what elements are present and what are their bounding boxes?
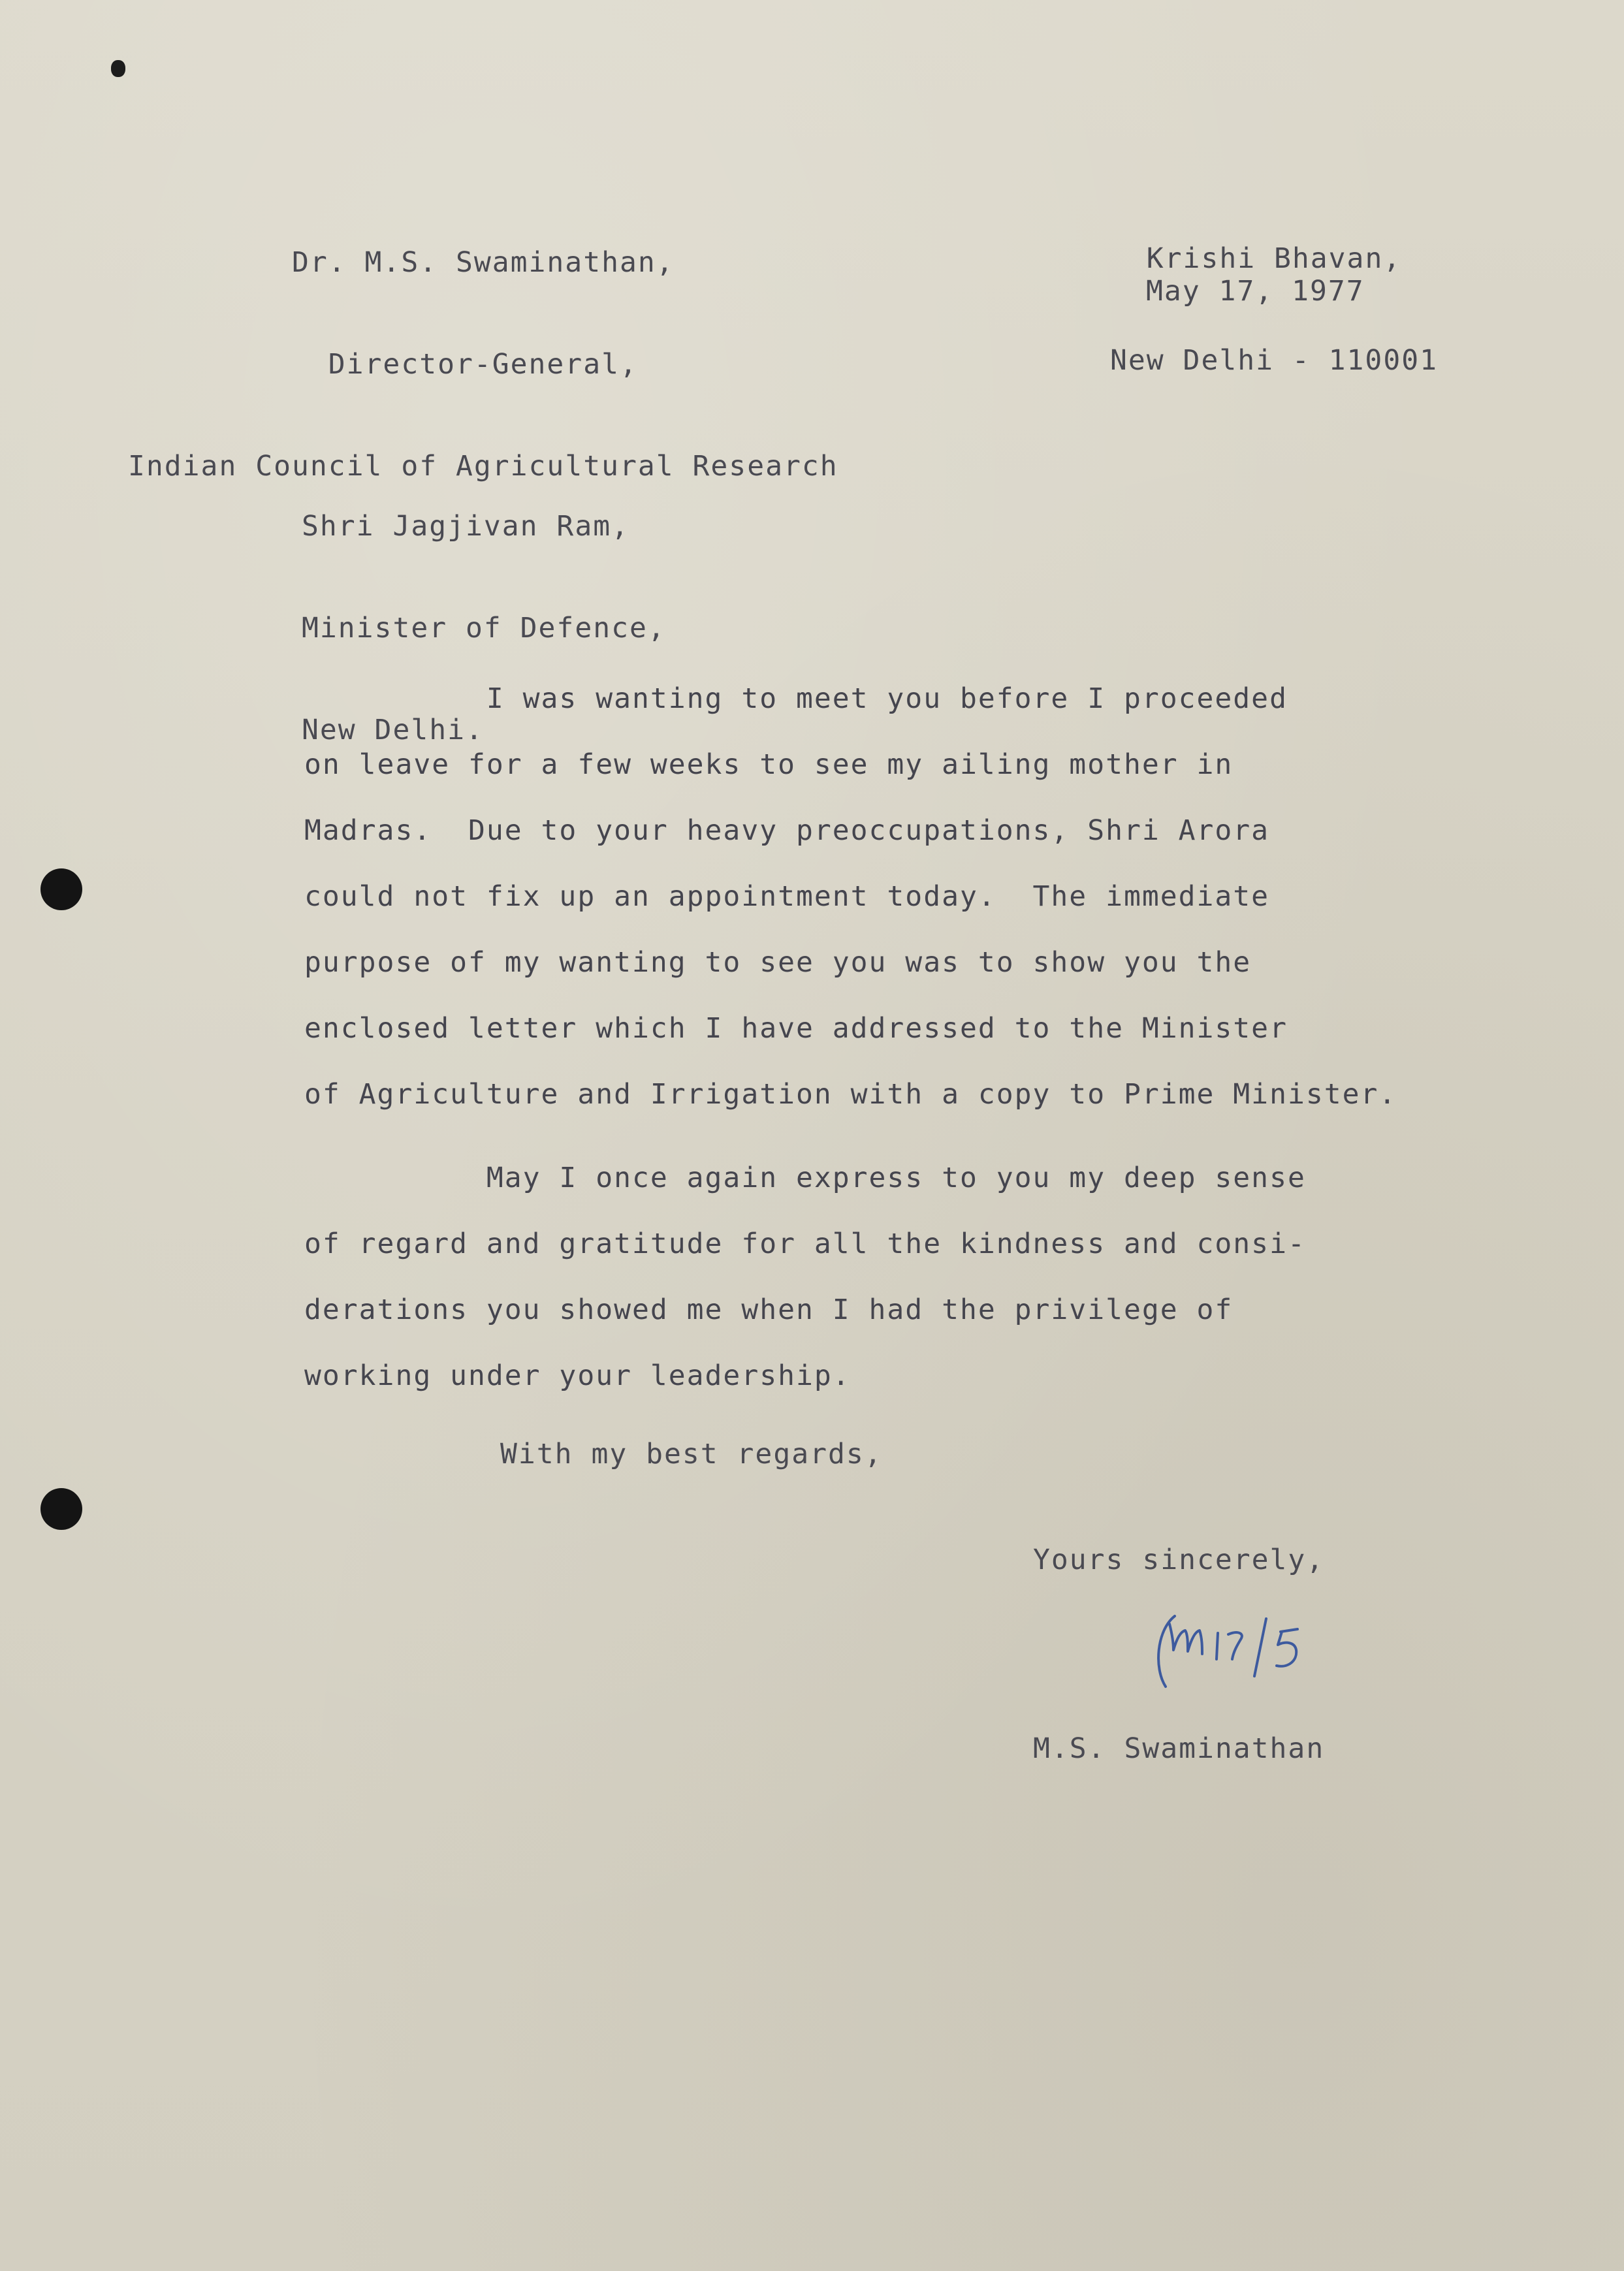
sender-title: Director-General, xyxy=(328,348,638,381)
body-line: working under your leadership. xyxy=(304,1359,851,1392)
body-line: on leave for a few weeks to see my ailing mother in xyxy=(304,748,1234,781)
body-paragraph-2 xyxy=(304,1161,1486,1425)
addressee-title: Minister of Defence, xyxy=(302,612,666,644)
punch-hole-top xyxy=(40,868,82,910)
sender-name: Dr. M.S. Swaminathan, xyxy=(291,246,675,279)
valediction: Yours sincerely, xyxy=(1033,1544,1325,1576)
body-line: of regard and gratitude for all the kindness and consi- xyxy=(304,1228,1306,1260)
body-line: I was wanting to meet you before I proceeded xyxy=(304,682,1288,715)
body-line: of Agriculture and Irrigation with a copy to Prime Minister. xyxy=(304,1078,1397,1111)
body-line: derations you showed me when I had the privilege of xyxy=(304,1294,1234,1326)
addressee-name: Shri Jagjivan Ram, xyxy=(302,510,629,543)
address-city: New Delhi - 110001 xyxy=(1110,344,1438,377)
body-line: could not fix up an appointment today. The immediate xyxy=(304,880,1270,913)
punch-hole-bottom xyxy=(40,1488,82,1530)
sender-organization: Indian Council of Agricultural Research xyxy=(128,450,838,483)
sender-address xyxy=(1110,174,1438,445)
letter-date: May 17, 1977 xyxy=(1146,275,1365,308)
body-line: Madras. Due to your heavy preoccupations, Shri Arora xyxy=(304,814,1270,847)
body-paragraph-1 xyxy=(304,682,1486,1143)
body-line: May I once again express to you my deep sense xyxy=(304,1162,1306,1194)
handwritten-signature xyxy=(1146,1603,1342,1707)
signatory-name: M.S. Swaminathan xyxy=(1033,1732,1325,1765)
body-line: enclosed letter which I have addressed to the Minister xyxy=(304,1012,1288,1045)
body-line: purpose of my wanting to see you was to show you the xyxy=(304,946,1252,979)
paper-speck xyxy=(111,60,125,77)
closing-line: With my best regards, xyxy=(500,1438,883,1470)
addressee-city: New Delhi. xyxy=(302,714,484,746)
address-building: Krishi Bhavan, xyxy=(1146,242,1402,275)
